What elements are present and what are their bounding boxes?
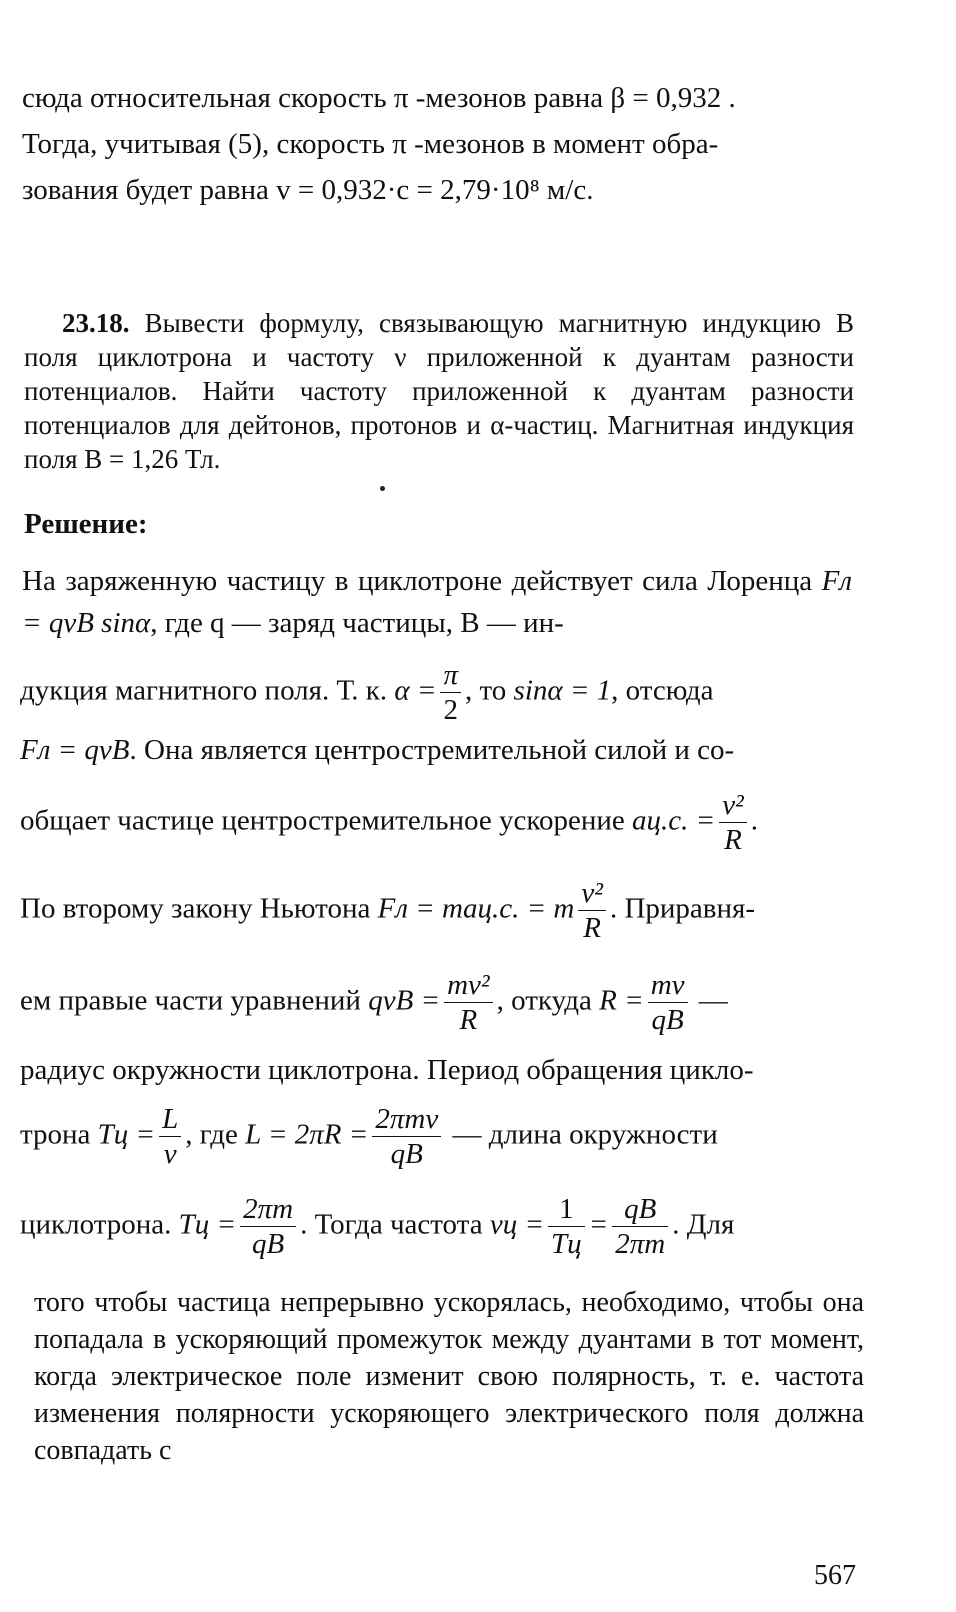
solution-line-5: общает частице центростремительное ускорение aц.с. = $\frac{\text{v²}}{R}$ . [20, 789, 759, 857]
equals-sign: = [588, 1208, 609, 1241]
problem-text: Вывести формулу, связывающую магнитную индукцию B поля циклотрона и частоту ν приложенной к дуантам разности потенциалов. Найти частоту приложенной к дуантам разности потенциалов для дейтонов, протонов и α-частиц. Магнитная индукция поля B = 1,26 Тл. [24, 308, 854, 474]
one-numerator: 1 [548, 1194, 585, 1227]
R-denominator: R [724, 824, 742, 857]
qB-over-2pim-fraction [612, 1194, 668, 1260]
alpha-eq: α = [394, 674, 437, 707]
qB-denominator: qB [651, 1004, 684, 1037]
solution-line-7 [20, 970, 870, 1036]
solution-text-6b: , откуда [496, 984, 592, 1017]
solution-text-9b: . Тогда частота [300, 1208, 483, 1241]
v2-over-R-fraction [719, 790, 747, 856]
solution-text-3b: . Она является центростремительной силой и со- [129, 734, 735, 766]
Tc-denominator: Tц [551, 1228, 582, 1261]
v2-numerator: v² [719, 790, 747, 823]
solution-text-9a: циклотрона. [20, 1208, 172, 1241]
solution-line-4 [20, 734, 870, 767]
solution-line-6 [20, 878, 870, 944]
newton-R-denominator: R [583, 912, 602, 945]
period-eq: Tц = [97, 1118, 156, 1151]
lorentz-force-formula: Fл = qvB sinα [22, 565, 853, 639]
2pimv-numerator: 2πmv [372, 1104, 441, 1137]
solution-text-6a: ем правые части уравнений [20, 984, 361, 1017]
solution-text-4a: общает частице центростремительное ускорение [20, 804, 625, 837]
dash: — [698, 984, 728, 1017]
R-eq: R = [599, 984, 644, 1017]
centripetal-accel-label: aц.с. = [631, 804, 716, 837]
sin-alpha-eq-one: sinα = 1 [513, 674, 612, 707]
qvB-eq: qvB = [368, 984, 441, 1017]
qB-numerator: qB [612, 1194, 668, 1227]
solution-text-8a: трона [20, 1118, 91, 1151]
problem-statement [24, 306, 854, 476]
solution-last-paragraph: того чтобы частица непрерывно ускорялась, необходимо, чтобы она попадала в ускоряющий промежуток между дуантами в тот момент, когда электрическое поле изменит свою полярность, т. е. частота изменения полярности ускоряющего электрического поля должна совпадать с [34, 1287, 864, 1466]
solution-line-1-2 [22, 560, 852, 644]
two-denominator: 2 [443, 694, 458, 727]
2pim-over-qB-fraction [240, 1194, 296, 1260]
problem-number: 23.18. [62, 308, 130, 338]
solution-text-1a: На заряженную частицу в циклотроне действует сила Лоренца [22, 565, 813, 597]
period-eq-2: Tц = [178, 1208, 237, 1241]
newton-v2-numerator: v² [578, 878, 606, 911]
L-over-v-fraction [159, 1104, 181, 1170]
mv-numerator: mv [648, 970, 688, 1003]
solution-text-8b: , где [185, 1118, 238, 1151]
2pim-denominator: 2πm [615, 1228, 666, 1261]
mv2-R-denominator: R [459, 1004, 478, 1037]
top-line-3: зования будет равна v = 0,932·c = 2,79·10⁸ м/с. [22, 174, 594, 206]
L-numerator: L [159, 1104, 181, 1137]
solution-text-2a: дукция магнитного поля. Т. к. [20, 674, 388, 707]
pi-numerator: π [440, 660, 461, 693]
solution-text-2b: , то [464, 674, 507, 707]
page-number: 567 [814, 1560, 856, 1591]
solution-text-8c: — длина окружности [452, 1118, 718, 1151]
2pimv-qB-denominator: qB [390, 1138, 423, 1171]
2pim-numerator: 2πm [240, 1194, 296, 1227]
solution-text-5b: . Приравня- [609, 892, 755, 925]
solution-text-5a: По второму закону Ньютона [20, 892, 371, 925]
solution-line-9 [20, 1104, 870, 1170]
L-eq: L = 2πR = [245, 1118, 369, 1151]
mv2-numerator: mv² [444, 970, 493, 1003]
print-speck [380, 486, 385, 491]
pi-over-two-fraction [440, 660, 461, 726]
solution-text-9c: . Для [672, 1208, 735, 1241]
top-line-1: сюда относительная скорость π -мезонов равна β = 0,932 . [22, 82, 736, 114]
newton-formula: Fл = maц.с. = m [377, 892, 575, 925]
solution-line-10 [20, 1194, 870, 1260]
solution-text-2c: , отсюда [611, 674, 714, 707]
2pim-qB-denominator: qB [251, 1228, 285, 1261]
lorentz-simplified: Fл = qvB [20, 734, 130, 766]
mv-over-qB-fraction [648, 970, 688, 1036]
frequency-eq: νц = [489, 1208, 545, 1241]
solution-heading: Решение: [24, 508, 148, 540]
2pimv-over-qB-fraction [372, 1104, 441, 1170]
newton-v2-over-R-fraction [578, 878, 606, 944]
solution-line-8: радиус окружности циклотрона. Период обращения цикло- [20, 1054, 754, 1086]
top-line-2: Тогда, учитывая (5), скорость π -мезонов в момент обра- [22, 128, 719, 160]
solution-text-1b: , где q — заряд частицы, B — ин- [150, 607, 564, 639]
solution-line-3 [20, 660, 870, 726]
v-denominator: v [163, 1138, 177, 1171]
one-over-Tc-fraction [548, 1194, 585, 1260]
mv2-over-R-fraction [444, 970, 493, 1036]
